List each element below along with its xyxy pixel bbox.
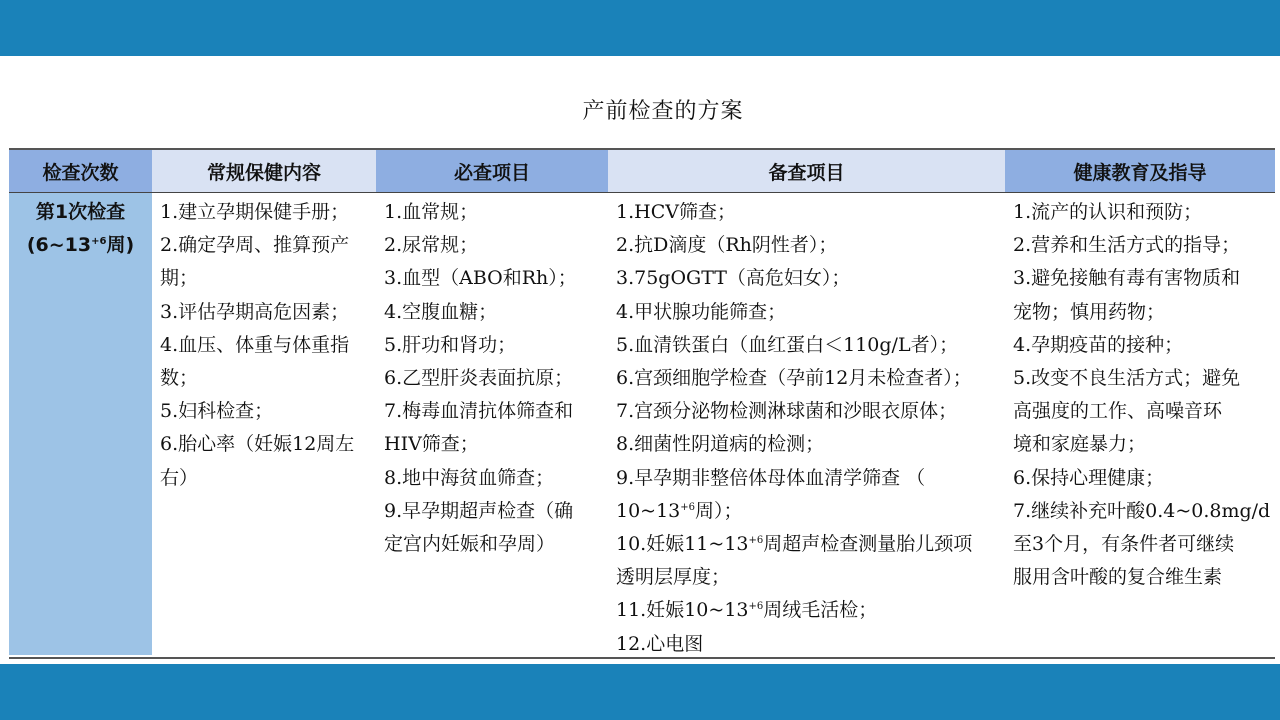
list-item: 2.确定孕周、推算预产 xyxy=(160,234,350,257)
list-item: 9.早孕期超声检查（确 xyxy=(384,499,574,522)
list-item: 4.空腹血糖； xyxy=(384,300,498,323)
required-items-cell xyxy=(376,193,608,655)
optional-items-cell xyxy=(608,193,1005,655)
list-item: 3.避免接触有毒有害物质和 xyxy=(1013,267,1241,290)
list-item: 10.妊娠$11\sim 13^{+6}$周超声检查测量胎儿颈项 xyxy=(616,533,973,556)
list-item: 1.血常规； xyxy=(384,201,479,223)
prenatal-checkup-table xyxy=(9,148,1275,659)
routine-care-cell xyxy=(152,193,376,655)
list-item: 9.早孕期非整倍体母体血清学筛查 （ xyxy=(616,466,926,489)
list-item: HIV筛查； xyxy=(384,433,479,456)
list-item: 右） xyxy=(160,466,199,489)
page-title: 产前检查的方案 xyxy=(582,99,744,124)
visit-range xyxy=(9,229,152,262)
top-banner xyxy=(0,0,1280,56)
list-item: 3.血型（ABO和Rh）； xyxy=(384,267,577,290)
list-item: 5.妇科检查； xyxy=(160,400,274,423)
list-item: 2.营养和生活方式的指导； xyxy=(1013,234,1241,257)
list-item: 3.75gOGTT（高危妇女）； xyxy=(616,267,851,290)
list-item: 6.胎心率（妊娠12周左 xyxy=(160,433,355,456)
list-item: 11.妊娠$10\sim 13^{+6}$周绒毛活检； xyxy=(616,599,878,622)
list-item: 透明层厚度； xyxy=(616,566,731,589)
list-item: 1.流产的认识和预防； xyxy=(1013,201,1203,223)
list-item: 1.建立孕期保健手册； xyxy=(160,201,350,223)
header-optional-items: 备查项目 xyxy=(608,150,1005,192)
list-item: 8.细菌性阴道病的检测； xyxy=(616,433,825,456)
header-required-items: 必查项目 xyxy=(376,150,608,192)
list-item: 7.宫颈分泌物检测淋球菌和沙眼衣原体； xyxy=(616,400,958,423)
list-item: 境和家庭暴力； xyxy=(1013,433,1147,456)
header-health-education: 健康教育及指导 xyxy=(1005,150,1275,192)
list-item: 1.HCV筛查； xyxy=(616,201,736,223)
list-item: 3.评估孕期高危因素； xyxy=(160,300,350,323)
visit-range-suffix: 周) xyxy=(106,234,135,257)
list-item: 高强度的工作、高噪音环 xyxy=(1013,400,1223,423)
list-item: 至3个月，有条件者可继续 xyxy=(1013,533,1235,556)
list-item: $10\sim 13^{+6}$周）； xyxy=(616,499,743,522)
list-item: 8.地中海贫血筛查； xyxy=(384,466,555,489)
list-item: 6.乙型肝炎表面抗原； xyxy=(384,367,574,390)
list-item: 6.宫颈细胞学检查（孕前12月未检查者）； xyxy=(616,367,972,390)
list-item: 4.甲状腺功能筛查； xyxy=(616,300,787,323)
visit-range-prefix: (6~13 xyxy=(26,234,92,257)
header-routine-care: 常规保健内容 xyxy=(152,150,376,192)
health-education-cell xyxy=(1005,193,1275,655)
table-header-row xyxy=(9,150,1275,192)
bottom-banner xyxy=(0,664,1280,720)
list-item: 7.继续补充叶酸0.4~0.8mg/d xyxy=(1013,499,1271,522)
list-item: 5.血清铁蛋白（血红蛋白＜110g/L者）； xyxy=(616,333,959,356)
list-item: 5.改变不良生活方式；避免 xyxy=(1013,367,1241,390)
header-visit-count: 检查次数 xyxy=(9,150,152,192)
list-item: 期； xyxy=(160,267,199,290)
list-item: 4.孕期疫苗的接种； xyxy=(1013,333,1184,356)
visit-cell xyxy=(9,193,152,655)
list-item: 12.心电图 xyxy=(616,632,704,655)
list-item: 7.梅毒血清抗体筛查和 xyxy=(384,400,574,423)
list-item: 服用含叶酸的复合维生素 xyxy=(1013,566,1223,589)
visit-label: 第1次检查 xyxy=(35,201,126,223)
list-item: 定宫内妊娠和孕周） xyxy=(384,533,556,556)
list-item: 2.尿常规； xyxy=(384,234,479,257)
list-item: 5.肝功和肾功； xyxy=(384,333,517,356)
list-item: 4.血压、体重与体重指 xyxy=(160,333,350,356)
list-item: 宠物；慎用药物； xyxy=(1013,300,1166,323)
list-item: 6.保持心理健康； xyxy=(1013,466,1165,489)
visit-range-superscript: +6 xyxy=(91,236,107,248)
list-item: 2.抗D滴度（Rh阴性者）； xyxy=(616,234,838,257)
list-item: 数； xyxy=(160,367,199,390)
